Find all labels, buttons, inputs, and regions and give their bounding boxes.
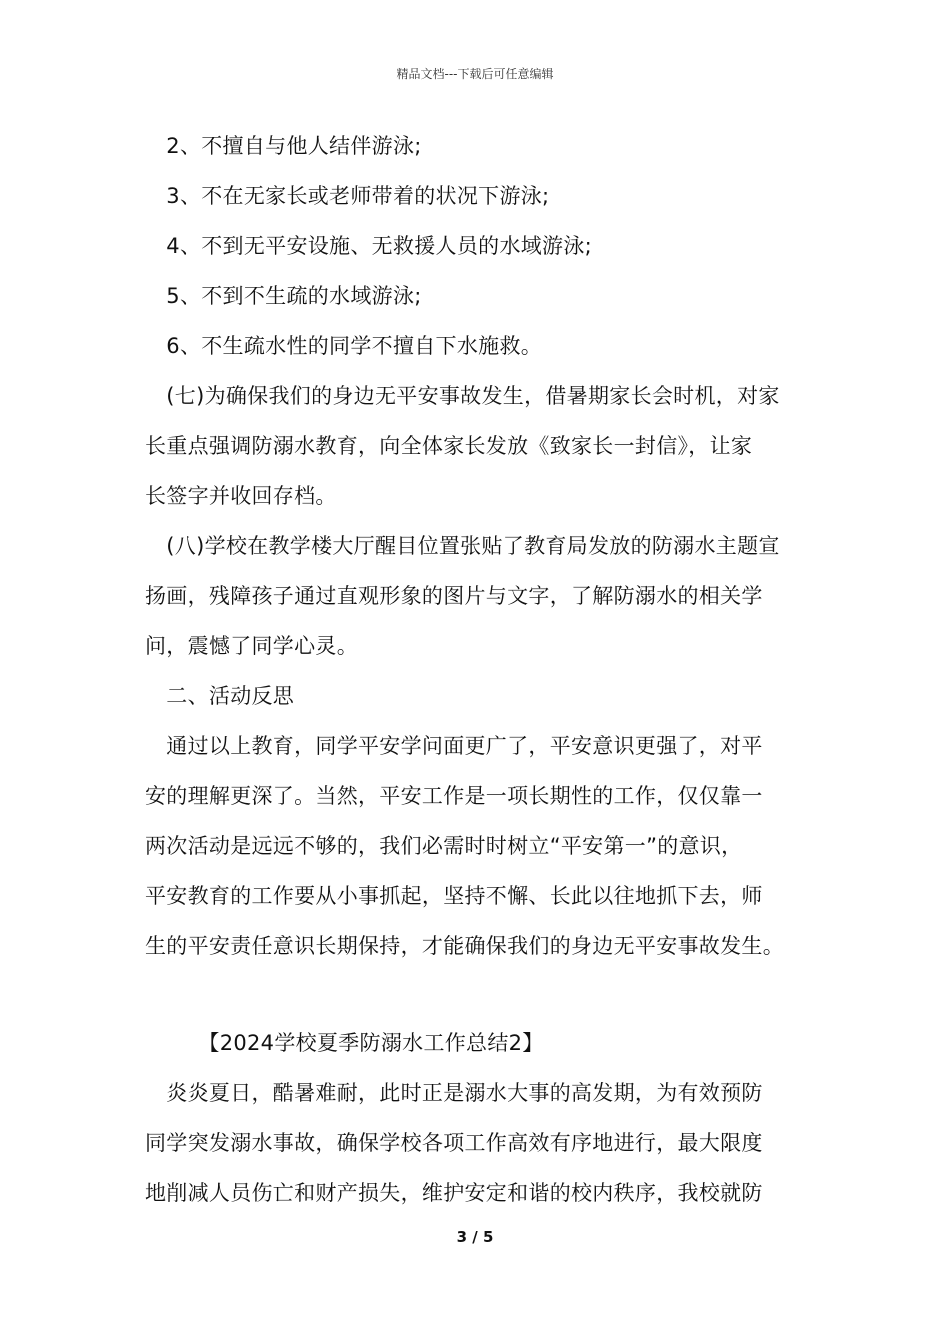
body-line-11: 问，震憾了同学心灵。 xyxy=(145,634,358,658)
body-line-6: (七)为确保我们的身边无平安事故发生，借暑期家长会时机，对家 xyxy=(145,384,780,408)
body-line-8: 长签字并收回存档。 xyxy=(145,484,337,508)
body-line-13: 通过以上教育，同学平安学问面更广了，平安意识更强了，对平 xyxy=(145,734,763,758)
body-line-1: 2、不擅自与他人结伴游泳; xyxy=(145,134,422,158)
body-line-14: 安的理解更深了。当然，平安工作是一项长期性的工作，仅仅靠一 xyxy=(145,784,763,808)
body-line-15: 两次活动是远远不够的，我们必需时时树立“平安第一”的意识， xyxy=(145,834,743,858)
body-line-5: 6、不生疏水性的同学不擅自下水施救。 xyxy=(145,334,543,358)
body-line-2: 3、不在无家长或老师带着的状况下游泳; xyxy=(145,184,550,208)
body-line-19: 炎炎夏日，酷暑难耐，此时正是溺水大事的高发期，为有效预防 xyxy=(145,1081,763,1105)
page-number: 3 / 5 xyxy=(456,1228,494,1246)
article-title: 【2024学校夏季防溺水工作总结2】 xyxy=(145,1031,544,1055)
body-line-16: 平安教育的工作要从小事抓起，坚持不懈、长此以往地抓下去，师 xyxy=(145,884,763,908)
body-line-20: 同学突发溺水事故，确保学校各项工作高效有序地进行，最大限度 xyxy=(145,1131,763,1155)
body-line-21: 地削减人员伤亡和财产损失，维护安定和谐的校内秩序，我校就防 xyxy=(145,1181,763,1205)
page-header: 精品文档---下载后可任意编辑 xyxy=(396,67,554,81)
body-line-17: 生的平安责任意识长期保持，才能确保我们的身边无平安事故发生。 xyxy=(145,934,784,958)
body-line-10: 扬画，残障孩子通过直观形象的图片与文字，了解防溺水的相关学 xyxy=(145,584,763,608)
body-line-9: (八)学校在教学楼大厅醒目位置张贴了教育局发放的防溺水主题宣 xyxy=(145,534,780,558)
body-line-7: 长重点强调防溺水教育，向全体家长发放《致家长一封信》，让家 xyxy=(145,434,753,458)
body-line-4: 5、不到不生疏的水域游泳; xyxy=(145,284,422,308)
body-line-3: 4、不到无平安设施、无救援人员的水域游泳; xyxy=(145,234,593,258)
section-heading: 二、活动反思 xyxy=(145,684,295,708)
